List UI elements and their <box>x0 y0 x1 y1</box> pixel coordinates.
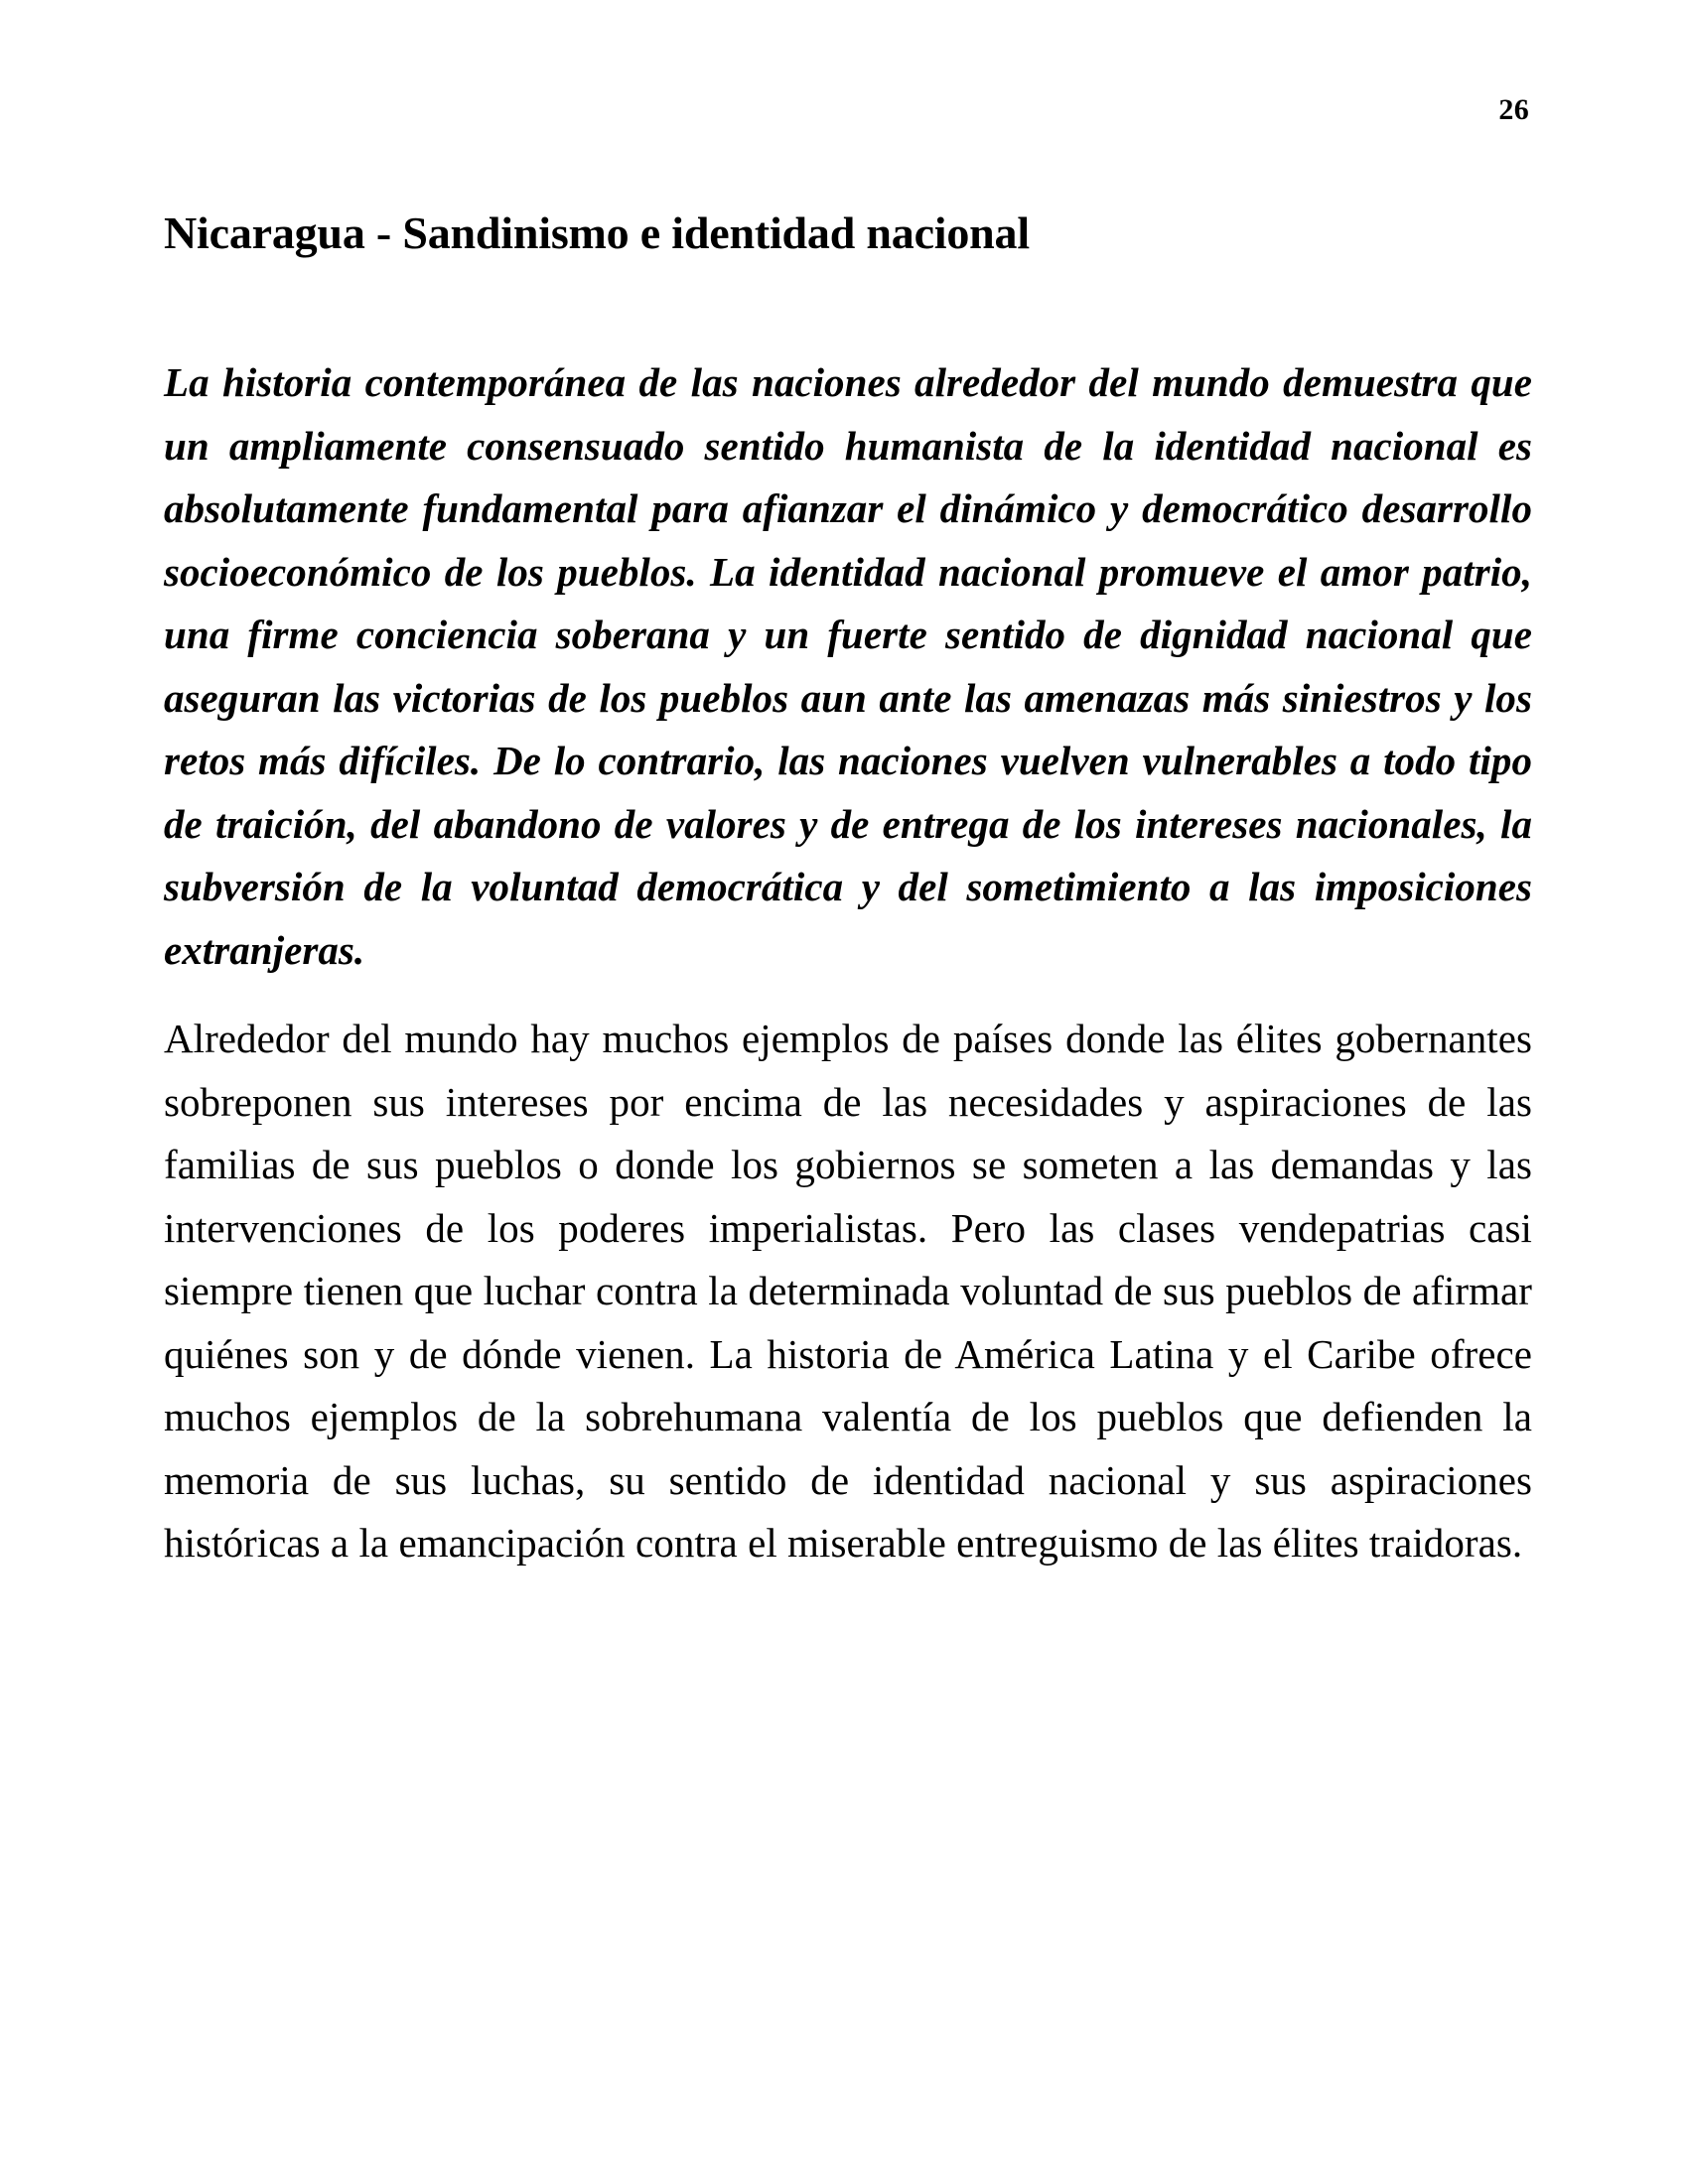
text-column <box>164 0 1532 1575</box>
page-number: 26 <box>1498 93 1529 126</box>
page-title: Nicaragua - Sandinismo e identidad nacional <box>164 207 1030 258</box>
body-paragraph: Alrededor del mundo hay muchos ejemplos de países donde las élites gobernantes sobreponen sus intereses por encima de las necesidades y aspiraciones de las familias de sus pueblos o donde los gobiernos se someten a las demandas y las intervenciones de los poderes imperialistas. Pero las clases vendepatrias casi siempre tienen que luchar contra la determinada voluntad de sus pueblos de afirmar quiénes son y de dónde vienen. La historia de América Latina y el Caribe ofrece muchos ejemplos de la sobrehumana valentía de los pueblos que defienden la memoria de sus luchas, su sentido de identidad nacional y sus aspiraciones históricas a la emancipación contra el miserable entreguismo de las élites traidoras. <box>164 1016 1532 1567</box>
lead-paragraph: La historia contemporánea de las naciones alrededor del mundo demuestra que un ampliamente consensuado sentido humanista de la identidad nacional es absolutamente fundamental para afianzar el dinámico y democrático desarrollo socioeconómico de los pueblos. La identidad nacional promueve el amor patrio, una firme conciencia soberana y un fuerte sentido de dignidad nacional que aseguran las victorias de los pueblos aun ante las amenazas más siniestros y los retos más difíciles. De lo contrario, las naciones vuelven vulnerables a todo tipo de traición, del abandono de valores y de entrega de los intereses nacionales, la subversión de la voluntad democrática y del sometimiento a las imposiciones extranjeras. <box>164 359 1532 973</box>
